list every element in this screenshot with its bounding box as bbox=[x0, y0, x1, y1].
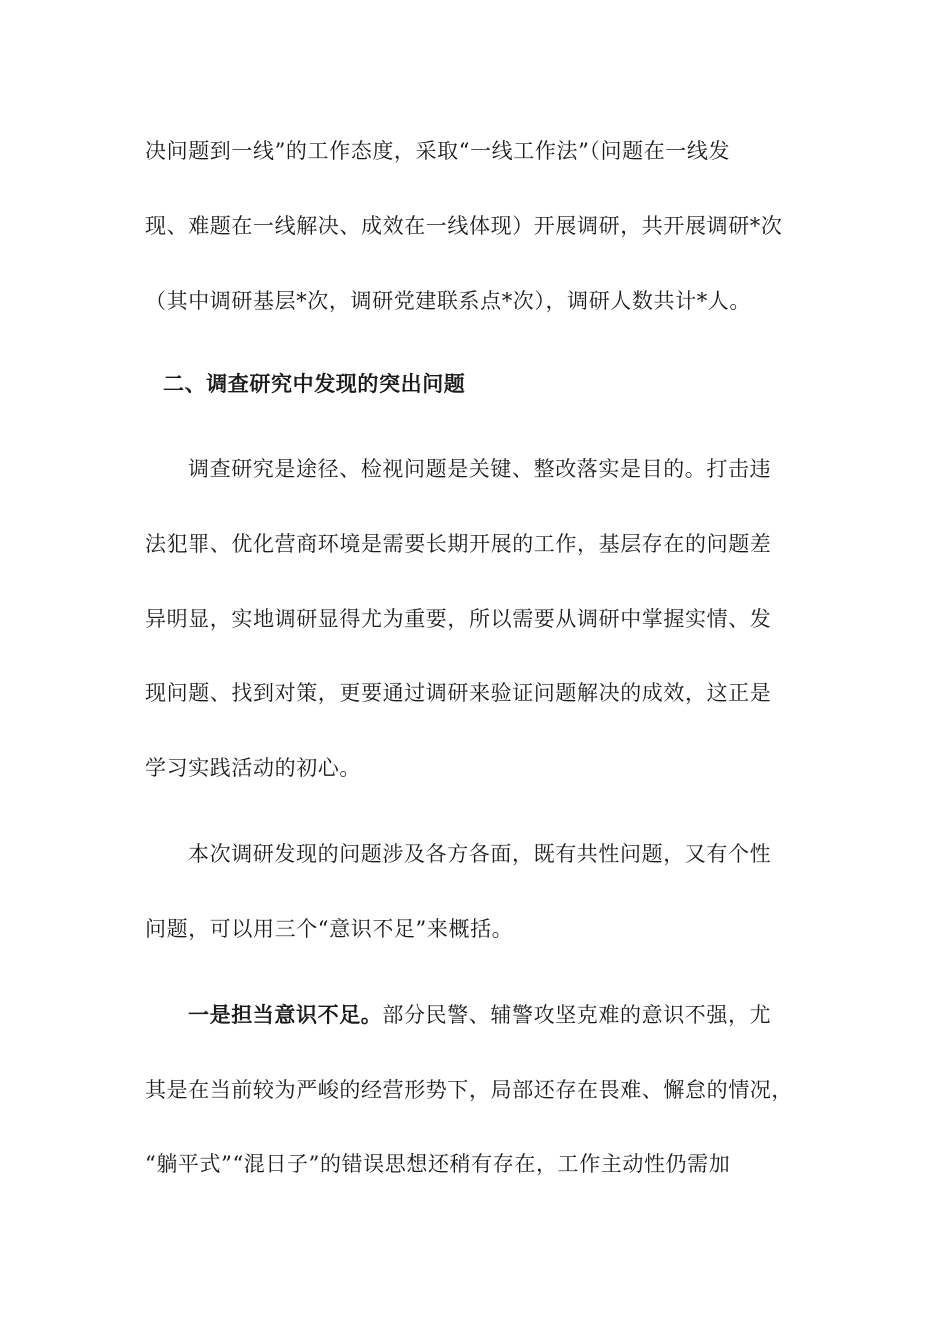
paragraph-2-line-2: 法犯罪、优化营商环境是需要长期开展的工作，基层存在的问题差 bbox=[145, 532, 772, 556]
paragraph-4-line-1-text: 部分民警、辅警攻坚克难的意识不强，尤 bbox=[382, 1003, 772, 1027]
paragraph-3-line-1: 本次调研发现的问题涉及各方各面，既有共性问题，又有个性 bbox=[188, 842, 772, 866]
paragraph-4-line-1 bbox=[188, 997, 858, 1033]
section-heading: 二、调查研究中发现的突出问题 bbox=[163, 371, 466, 396]
paragraph-4-lead: 一是担当意识不足。 bbox=[188, 1002, 383, 1027]
paragraph-2-line-1: 调查研究是途径、检视问题是关键、整改落实是目的。打击违 bbox=[188, 457, 772, 481]
paragraph-2-line-4: 现问题、找到对策，更要通过调研来验证问题解决的成效，这正是 bbox=[145, 681, 772, 705]
paragraph-1-line-3: （其中调研基层*次，调研党建联系点*次），调研人数共计*人。 bbox=[145, 289, 751, 313]
paragraph-2-line-5: 学习实践活动的初心。 bbox=[145, 756, 361, 780]
paragraph-3-line-2: 问题，可以用三个“意识不足”来概括。 bbox=[145, 917, 514, 941]
paragraph-1-line-2: 现、难题在一线解决、成效在一线体现）开展调研，共开展调研*次 bbox=[145, 214, 783, 238]
paragraph-4-line-2: 其是在当前较为严峻的经营形势下，局部还存在畏难、懈怠的情况， bbox=[145, 1078, 793, 1102]
paragraph-1-line-1: 决问题到一线”的工作态度，采取“一线工作法”（问题在一线发 bbox=[145, 139, 731, 163]
paragraph-2-line-3: 异明显，实地调研显得尤为重要，所以需要从调研中掌握实情、发 bbox=[145, 607, 772, 631]
paragraph-4-line-3: “躺平式”“混日子”的错误思想还稍有存在，工作主动性仍需加 bbox=[145, 1152, 731, 1176]
